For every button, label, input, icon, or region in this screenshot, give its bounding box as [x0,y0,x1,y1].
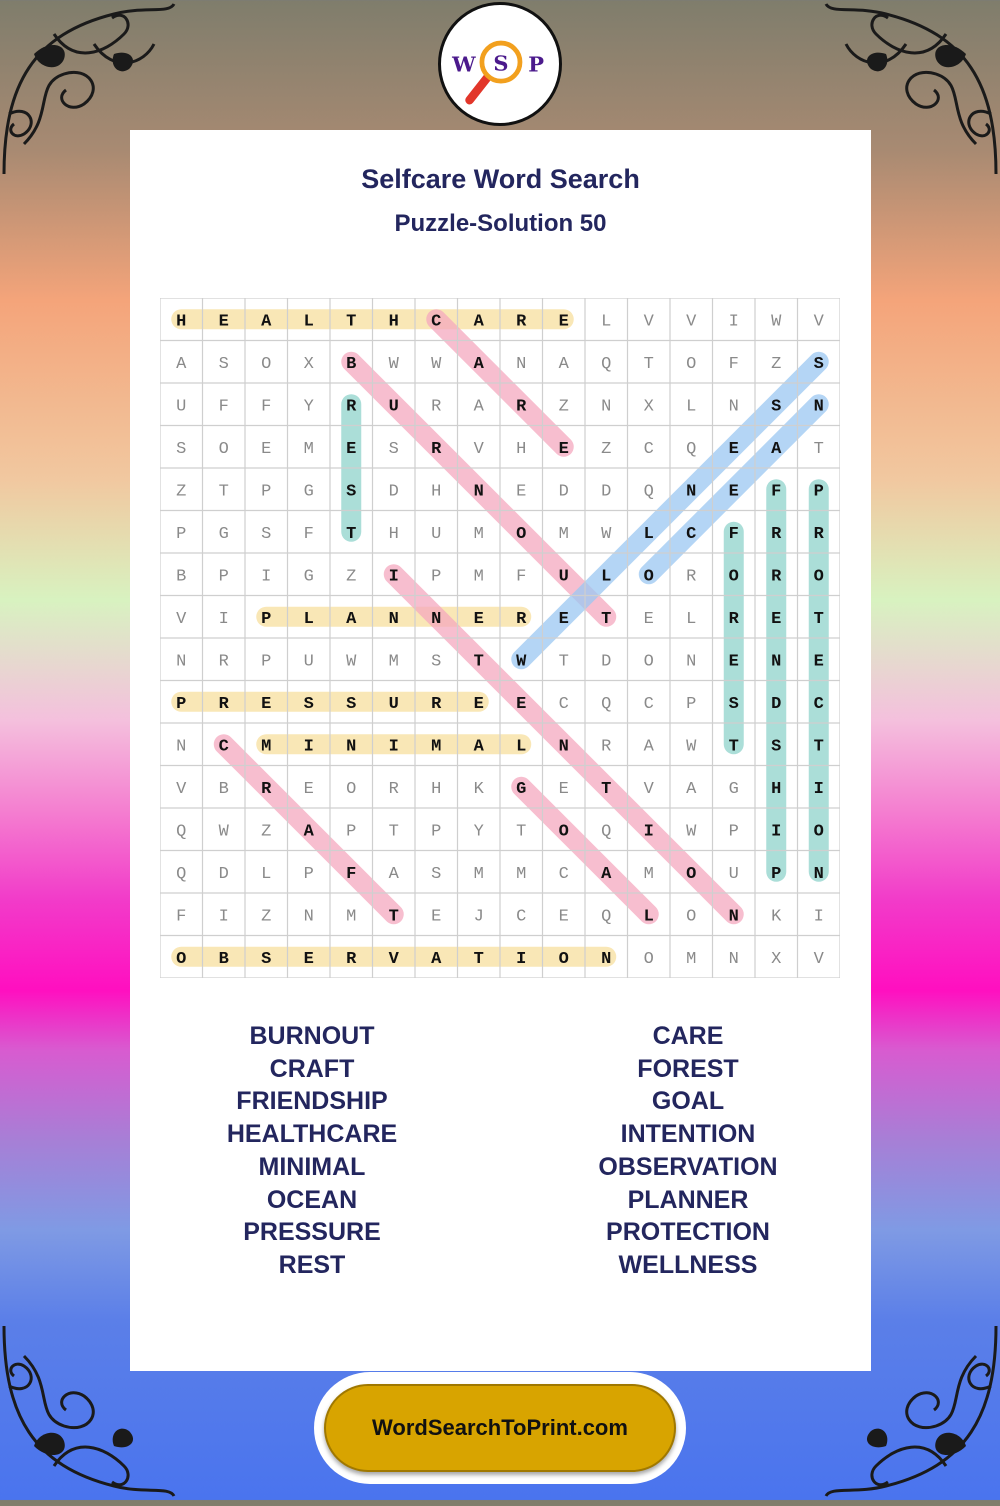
grid-letter[interactable]: D [388,482,399,502]
grid-letter[interactable]: B [346,354,357,374]
grid-letter[interactable]: I [303,737,314,757]
word-list-item: REST [278,1250,346,1279]
grid-letter[interactable]: O [728,567,739,587]
grid-letter[interactable]: L [303,312,314,332]
grid-letter[interactable]: B [218,779,229,799]
word-list-item: PLANNER [627,1185,749,1214]
grid-letter[interactable]: G [303,482,314,502]
grid-letter[interactable]: M [388,652,399,672]
grid-letter[interactable]: S [261,949,272,969]
word-list-item: PROTECTION [606,1218,770,1247]
grid-letter[interactable]: X [771,949,782,969]
grid-letter[interactable]: L [686,397,697,417]
grid-letter[interactable]: U [728,864,739,884]
grid-letter[interactable]: S [346,694,357,714]
grid-letter[interactable]: Z [346,567,357,587]
grid-letter[interactable]: M [643,864,654,884]
grid-letter[interactable]: N [303,907,314,927]
word-list-item: PRESSURE [243,1218,381,1247]
grid-letter[interactable]: L [643,524,654,544]
grid-letter[interactable]: S [218,354,229,374]
grid-letter[interactable]: E [261,694,272,714]
word-list-item: INTENTION [620,1120,756,1149]
grid-letter[interactable]: I [813,779,824,799]
grid-letter[interactable]: V [176,779,187,799]
grid-letter[interactable]: W [516,652,527,672]
word-grid [160,298,840,978]
grid-letter[interactable]: R [813,524,824,544]
grid-letter[interactable]: W [771,312,782,332]
grid-letter[interactable]: M [261,737,272,757]
grid-letter[interactable]: A [261,312,272,332]
grid-letter[interactable]: A [558,354,569,374]
grid-letter[interactable]: Q [601,822,612,842]
grid-letter[interactable]: R [261,779,272,799]
grid-letter[interactable]: W [686,822,697,842]
grid-letter[interactable]: P [261,609,272,629]
grid-letter[interactable]: A [346,609,357,629]
grid-letter[interactable]: I [516,949,527,969]
grid-letter[interactable]: R [218,652,229,672]
grid-letter[interactable]: E [218,312,229,332]
grid-letter[interactable]: F [261,397,272,417]
grid-letter[interactable]: V [473,439,484,459]
grid-letter[interactable]: O [516,524,527,544]
grid-letter[interactable]: X [643,397,654,417]
word-list-item: FOREST [637,1054,739,1083]
grid-letter[interactable]: Z [601,439,612,459]
grid-letter[interactable]: T [813,737,824,757]
grid-letter[interactable]: N [601,949,612,969]
grid-letter[interactable]: L [601,312,612,332]
grid-letter[interactable]: T [346,312,357,332]
grid-letter[interactable]: M [516,864,527,884]
word-grid-svg [160,298,840,978]
grid-letter[interactable]: S [728,694,739,714]
svg-text:W: W [452,51,476,77]
grid-letter[interactable]: E [303,949,314,969]
grid-letter[interactable]: U [388,397,399,417]
grid-letter[interactable]: E [558,312,569,332]
grid-letter[interactable]: S [346,482,357,502]
grid-letter[interactable]: T [346,524,357,544]
grid-letter[interactable]: L [261,864,272,884]
grid-letter[interactable]: P [261,482,272,502]
grid-letter[interactable]: R [771,567,782,587]
grid-letter[interactable]: A [473,397,484,417]
grid-letter[interactable]: P [431,567,442,587]
grid-letter[interactable]: P [176,694,187,714]
grid-letter[interactable]: E [558,779,569,799]
grid-letter[interactable]: N [431,609,442,629]
grid-letter[interactable]: F [728,354,739,374]
svg-text:S: S [493,50,509,76]
grid-letter[interactable]: L [516,737,527,757]
grid-letter[interactable]: H [388,312,399,332]
grid-letter[interactable]: A [601,864,612,884]
grid-letter[interactable]: E [643,609,654,629]
grid-letter[interactable]: H [388,524,399,544]
grid-letter[interactable]: I [643,822,654,842]
grid-letter[interactable]: T [558,652,569,672]
grid-letter[interactable]: E [728,482,739,502]
grid-letter[interactable]: V [643,779,654,799]
grid-letter[interactable]: T [388,907,399,927]
grid-letter[interactable]: O [643,949,654,969]
word-list-item: MINIMAL [258,1152,366,1181]
grid-letter[interactable]: P [346,822,357,842]
grid-letter[interactable]: I [728,312,739,332]
grid-letter[interactable]: A [388,864,399,884]
grid-letter[interactable]: X [303,354,314,374]
grid-letter[interactable]: T [516,822,527,842]
grid-letter[interactable]: W [388,354,399,374]
grid-letter[interactable]: M [303,439,314,459]
grid-letter[interactable]: O [176,949,187,969]
grid-letter[interactable]: C [516,907,527,927]
grid-letter[interactable]: T [601,779,612,799]
grid-letter[interactable]: T [643,354,654,374]
grid-letter[interactable]: E [473,609,484,629]
grid-letter[interactable]: D [601,482,612,502]
grid-letter[interactable]: T [473,949,484,969]
grid-letter[interactable]: O [643,567,654,587]
grid-letter[interactable]: S [431,864,442,884]
grid-letter[interactable]: B [218,949,229,969]
grid-letter[interactable]: I [218,609,229,629]
grid-letter[interactable]: Y [303,397,314,417]
grid-letter[interactable]: E [558,439,569,459]
grid-letter[interactable]: O [686,864,697,884]
grid-letter[interactable]: E [303,779,314,799]
grid-letter[interactable]: F [516,567,527,587]
grid-letter[interactable]: M [558,524,569,544]
word-list-item: GOAL [651,1087,725,1116]
grid-letter[interactable]: G [303,567,314,587]
grid-letter[interactable]: E [431,907,442,927]
grid-letter[interactable]: R [388,779,399,799]
grid-letter[interactable]: A [176,354,187,374]
grid-letter[interactable]: N [388,609,399,629]
grid-letter[interactable]: U [303,652,314,672]
grid-letter[interactable]: C [643,694,654,714]
grid-letter[interactable]: J [473,907,484,927]
word-list-left [162,1020,462,1282]
grid-letter[interactable]: M [473,524,484,544]
grid-letter[interactable]: N [176,652,187,672]
grid-letter[interactable]: E [516,694,527,714]
grid-letter[interactable]: D [601,652,612,672]
grid-letter[interactable]: R [728,609,739,629]
grid-letter[interactable]: N [813,864,824,884]
grid-letter[interactable]: R [218,694,229,714]
grid-letter[interactable]: E [558,907,569,927]
word-list-item: OBSERVATION [598,1152,778,1181]
grid-letter[interactable]: R [516,312,527,332]
grid-letter[interactable]: N [176,737,187,757]
grid-letter[interactable]: E [473,694,484,714]
grid-letter[interactable]: U [558,567,569,587]
word-list-item: HEALTHCARE [226,1120,398,1149]
grid-letter[interactable]: G [728,779,739,799]
grid-letter[interactable]: P [813,482,824,502]
grid-letter[interactable]: H [516,439,527,459]
grid-letter[interactable]: O [643,652,654,672]
word-list-right [538,1020,838,1282]
grid-letter[interactable]: A [473,312,484,332]
grid-letter[interactable]: E [771,609,782,629]
grid-letter[interactable]: C [813,694,824,714]
grid-letter[interactable]: L [686,609,697,629]
grid-letter[interactable]: N [728,907,739,927]
grid-letter[interactable]: E [516,482,527,502]
page-title: Selfcare Word Search [361,164,640,194]
grid-letter[interactable]: W [346,652,357,672]
grid-letter[interactable]: H [176,312,187,332]
word-list-item: CARE [652,1022,724,1050]
grid-letter[interactable]: E [261,439,272,459]
grid-letter[interactable]: A [303,822,314,842]
grid-letter[interactable]: F [771,482,782,502]
grid-letter[interactable]: Q [176,822,187,842]
grid-letter[interactable]: P [261,652,272,672]
grid-letter[interactable]: H [431,779,442,799]
grid-letter[interactable]: R [771,524,782,544]
grid-letter[interactable]: I [261,567,272,587]
grid-letter[interactable]: P [686,694,697,714]
grid-letter[interactable]: F [303,524,314,544]
grid-letter[interactable]: Z [176,482,187,502]
grid-letter[interactable]: W [686,737,697,757]
grid-letter[interactable]: S [771,737,782,757]
grid-letter[interactable]: W [601,524,612,544]
grid-letter[interactable]: O [346,779,357,799]
grid-letter[interactable]: A [473,354,484,374]
grid-letter[interactable]: K [771,907,782,927]
grid-letter[interactable]: C [431,312,442,332]
grid-letter[interactable]: H [771,779,782,799]
footer-pill [314,1372,686,1484]
grid-letter[interactable]: M [473,567,484,587]
grid-letter[interactable]: Z [261,907,272,927]
grid-letter[interactable]: N [728,949,739,969]
puzzle-card [130,130,871,1371]
grid-letter[interactable]: S [813,354,824,374]
grid-letter[interactable]: N [686,482,697,502]
grid-letter[interactable]: H [431,482,442,502]
grid-letter[interactable]: I [813,907,824,927]
grid-letter[interactable]: O [218,439,229,459]
grid-letter[interactable]: Q [643,482,654,502]
grid-letter[interactable]: Q [686,439,697,459]
grid-letter[interactable]: W [218,822,229,842]
grid-letter[interactable]: E [813,652,824,672]
word-list-item: OCEAN [266,1185,358,1214]
grid-letter[interactable]: L [303,609,314,629]
grid-letter[interactable]: V [686,312,697,332]
grid-letter[interactable]: Z [771,354,782,374]
grid-letter[interactable]: C [686,524,697,544]
grid-letter[interactable]: R [431,397,442,417]
grid-letter[interactable]: N [558,737,569,757]
grid-letter[interactable]: D [218,864,229,884]
page-subtitle: Puzzle-Solution 50 [394,210,607,237]
grid-letter[interactable]: T [218,482,229,502]
grid-letter[interactable]: A [686,779,697,799]
grid-letter[interactable]: T [813,609,824,629]
grid-letter[interactable]: U [431,524,442,544]
grid-letter[interactable]: D [771,694,782,714]
grid-letter[interactable]: O [558,822,569,842]
grid-letter[interactable]: K [473,779,484,799]
grid-letter[interactable]: E [558,609,569,629]
grid-letter[interactable]: N [601,397,612,417]
grid-letter[interactable]: V [813,949,824,969]
grid-letter[interactable]: V [813,312,824,332]
grid-letter[interactable]: T [473,652,484,672]
grid-letter[interactable]: Q [601,354,612,374]
grid-letter[interactable]: U [388,694,399,714]
grid-letter[interactable]: V [643,312,654,332]
grid-letter[interactable]: T [728,737,739,757]
grid-letter[interactable]: A [643,737,654,757]
grid-letter[interactable]: F [218,397,229,417]
grid-letter[interactable]: P [176,524,187,544]
word-list-item: FRIENDSHIP [236,1087,388,1116]
grid-letter[interactable]: L [643,907,654,927]
grid-letter[interactable]: O [261,354,272,374]
grid-letter[interactable]: T [388,822,399,842]
grid-letter[interactable]: I [218,907,229,927]
grid-letter[interactable]: C [558,864,569,884]
grid-letter[interactable]: R [601,737,612,757]
grid-letter[interactable]: Z [261,822,272,842]
grid-letter[interactable]: S [771,397,782,417]
grid-letter[interactable]: S [261,524,272,544]
grid-letter[interactable]: Q [176,864,187,884]
grid-letter[interactable]: Y [473,822,484,842]
grid-letter[interactable]: V [176,609,187,629]
grid-letter[interactable]: R [346,949,357,969]
grid-letter[interactable]: N [346,737,357,757]
grid-letter[interactable]: N [728,397,739,417]
grid-letter[interactable]: M [686,949,697,969]
grid-letter[interactable]: E [346,439,357,459]
grid-letter[interactable]: S [431,652,442,672]
grid-letter[interactable]: S [176,439,187,459]
grid-letter[interactable]: S [303,694,314,714]
grid-letter[interactable]: N [686,652,697,672]
grid-letter[interactable]: A [431,949,442,969]
grid-letter[interactable]: L [601,567,612,587]
grid-letter[interactable]: G [516,779,527,799]
grid-letter[interactable]: W [431,354,442,374]
grid-letter[interactable]: P [771,864,782,884]
grid-letter[interactable]: N [473,482,484,502]
grid-letter[interactable]: P [218,567,229,587]
grid-letter[interactable]: O [686,907,697,927]
grid-letter[interactable]: F [346,864,357,884]
magnifier-logo-icon [441,5,559,123]
grid-letter[interactable]: F [728,524,739,544]
grid-letter[interactable]: T [601,609,612,629]
grid-letter[interactable]: N [813,397,824,417]
grid-letter[interactable]: Z [558,397,569,417]
grid-letter[interactable]: O [558,949,569,969]
grid-letter[interactable]: M [473,864,484,884]
grid-letter[interactable]: O [813,822,824,842]
grid-letter[interactable]: I [388,567,399,587]
grid-letter[interactable]: O [686,354,697,374]
word-list-item: CRAFT [269,1054,355,1083]
grid-letter[interactable]: P [303,864,314,884]
grid-letter[interactable]: R [686,567,697,587]
grid-letter[interactable]: T [813,439,824,459]
grid-letter[interactable]: I [771,822,782,842]
grid-letter[interactable]: C [643,439,654,459]
grid-letter[interactable]: M [346,907,357,927]
grid-letter[interactable]: P [431,822,442,842]
grid-letter[interactable]: R [346,397,357,417]
grid-letter[interactable]: P [728,822,739,842]
grid-letter[interactable]: C [558,694,569,714]
grid-letter[interactable]: Q [601,694,612,714]
grid-letter[interactable]: R [431,694,442,714]
grid-letter[interactable]: E [728,439,739,459]
website-link-button[interactable]: WordSearchToPrint.com [324,1384,676,1472]
grid-letter[interactable]: U [176,397,187,417]
grid-letter[interactable]: F [176,907,187,927]
grid-letter[interactable]: M [431,737,442,757]
grid-letter[interactable]: Q [601,907,612,927]
grid-letter[interactable]: O [813,567,824,587]
grid-letter[interactable]: A [771,439,782,459]
grid-letter[interactable]: D [558,482,569,502]
grid-letter[interactable]: I [388,737,399,757]
grid-letter[interactable]: G [218,524,229,544]
grid-letter[interactable]: V [388,949,399,969]
wsp-logo[interactable] [438,2,562,126]
svg-text:P: P [528,51,545,77]
grid-letter[interactable]: C [218,737,229,757]
grid-letter[interactable]: R [431,439,442,459]
word-list-item: BURNOUT [249,1022,375,1050]
grid-letter[interactable]: B [176,567,187,587]
grid-letter[interactable]: S [388,439,399,459]
word-list-item: WELLNESS [618,1250,758,1279]
grid-letter[interactable]: E [728,652,739,672]
grid-letter[interactable]: R [516,609,527,629]
grid-letter[interactable]: A [473,737,484,757]
grid-letter[interactable]: R [516,397,527,417]
grid-letter[interactable]: N [771,652,782,672]
grid-letter[interactable]: N [516,354,527,374]
